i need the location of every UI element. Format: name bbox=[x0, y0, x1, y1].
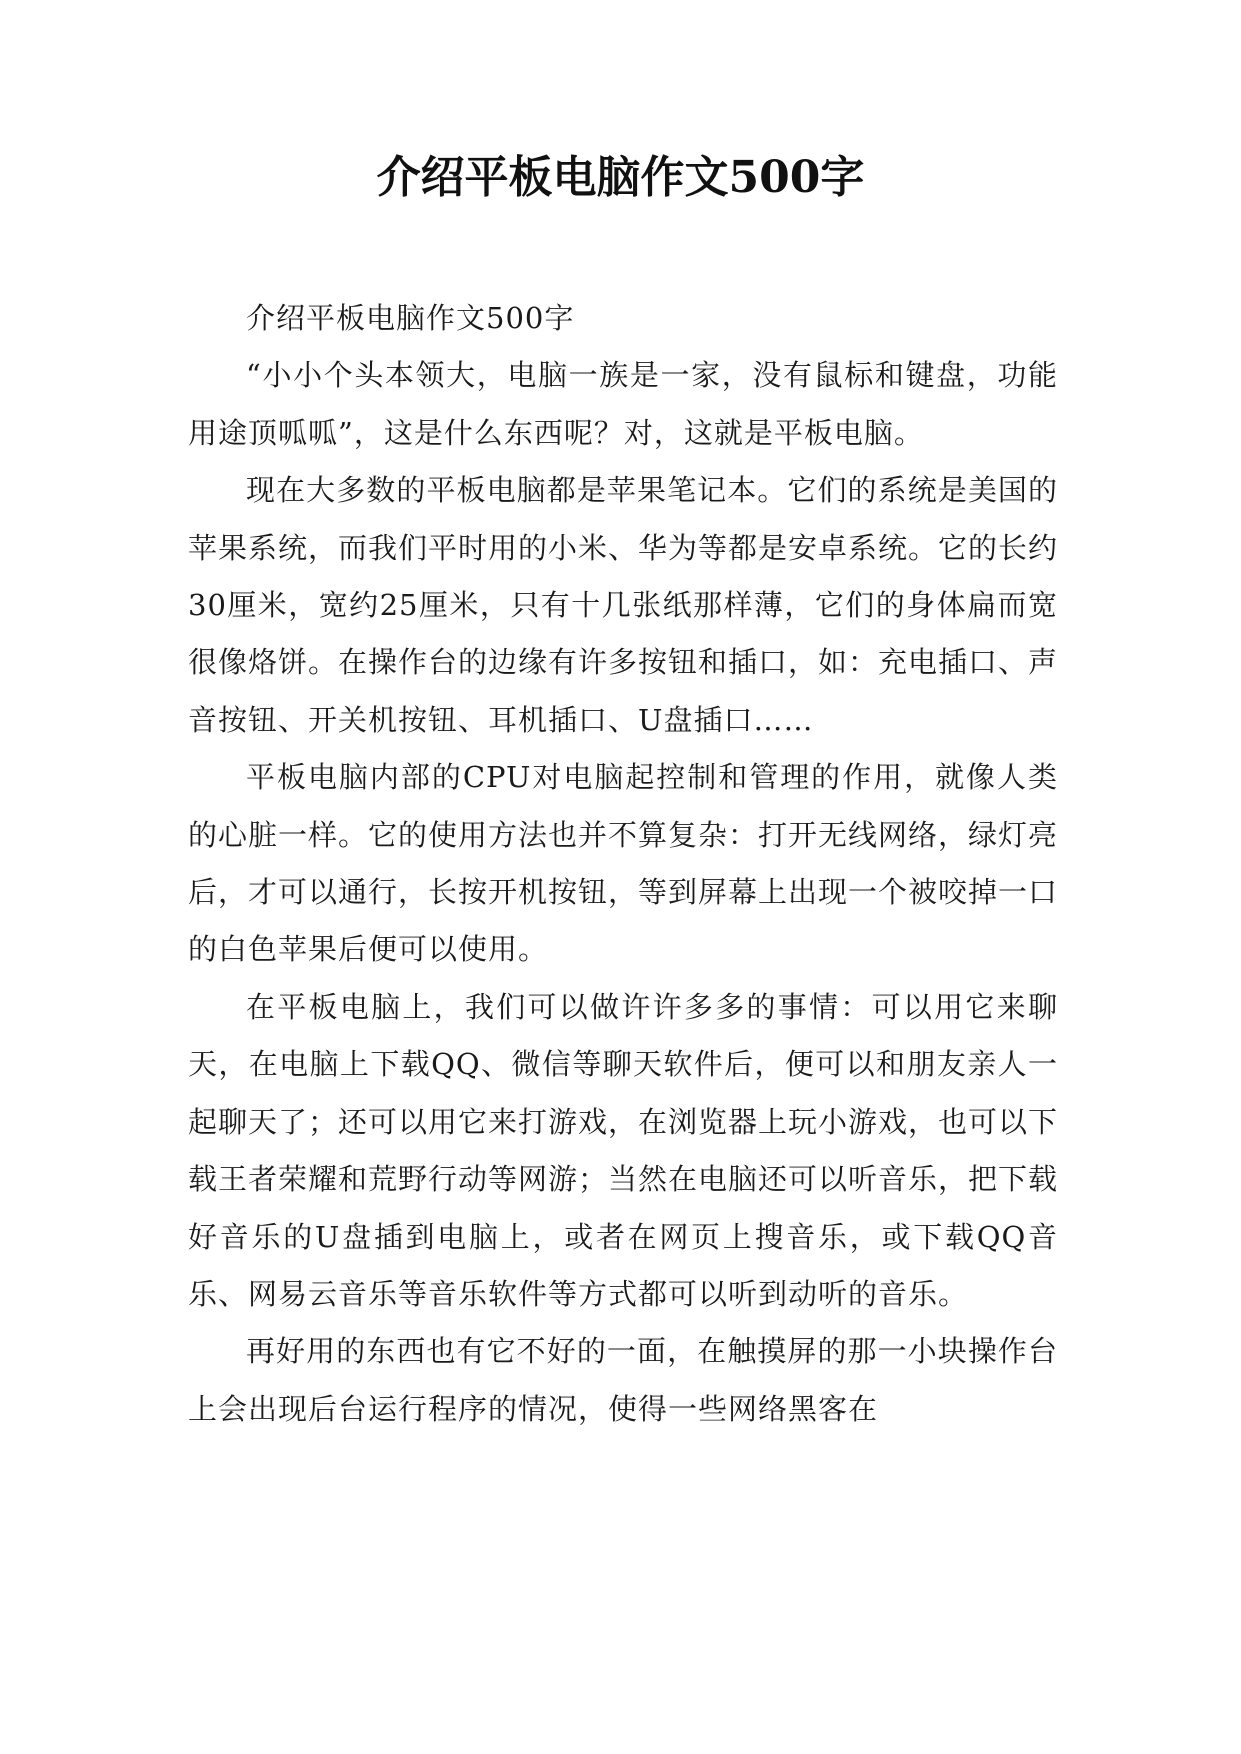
paragraph-subtitle: 介绍平板电脑作文500字 bbox=[246, 301, 575, 335]
paragraph-usage: 平板电脑内部的CPU对电脑起控制和管理的作用，就像人类的心脏一样。它的使用方法也并不算复杂：打开无线网络，绿灯亮后，才可以通行，长按开机按钮，等到屏幕上出现一个被咬掉一口的白色苹果后便可以使用。 bbox=[188, 760, 1059, 967]
document-body bbox=[188, 290, 1058, 1438]
paragraph-intro: “小小个头本领大，电脑一族是一家，没有鼠标和键盘，功能用途顶呱呱”，这是什么东西呢？对，这就是平板电脑。 bbox=[188, 358, 1058, 450]
paragraph-drawbacks: 再好用的东西也有它不好的一面，在触摸屏的那一小块操作台上会出现后台运行程序的情况，使得一些网络黑客在 bbox=[188, 1334, 1058, 1426]
paragraph-appearance: 现在大多数的平板电脑都是苹果笔记本。它们的系统是美国的苹果系统，而我们平时用的小米、华为等都是安卓系统。它的长约30厘米，宽约25厘米，只有十几张纸那样薄，它们的身体扁而宽很像烙饼。在操作台的边缘有许多按钮和插口，如：充电插口、声音按钮、开关机按钮、耳机插口、U盘插口…… bbox=[188, 473, 1059, 737]
paragraph-functions: 在平板电脑上，我们可以做许许多多的事情：可以用它来聊天，在电脑上下载QQ、微信等聊天软件后，便可以和朋友亲人一起聊天了；还可以用它来打游戏，在浏览器上玩小游戏，也可以下载王者荣耀和荒野行动等网游；当然在电脑还可以听音乐，把下载好音乐的U盘插到电脑上，或者在网页上搜音乐，或下载QQ音乐、网易云音乐等音乐软件等方式都可以听到动听的音乐。 bbox=[188, 989, 1059, 1311]
document-title: 介绍平板电脑作文500字 bbox=[376, 152, 865, 203]
